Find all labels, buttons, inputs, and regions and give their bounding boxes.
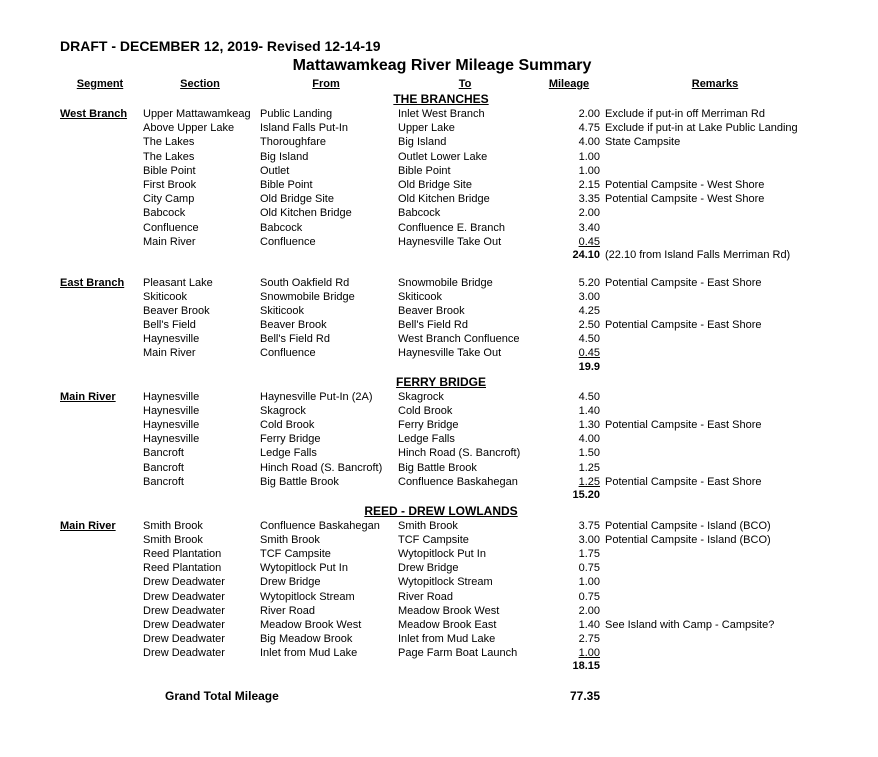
mileage-cell: 3.35 <box>578 193 600 206</box>
mileage-cell: 2.00 <box>578 207 600 220</box>
from-cell: Drew Bridge <box>260 576 321 589</box>
from-cell: Skagrock <box>260 405 306 418</box>
to-cell: Confluence E. Branch <box>398 221 506 234</box>
mileage-cell: 0.75 <box>578 562 600 575</box>
grand-total-label: Grand Total Mileage <box>165 689 279 703</box>
section-cell: Haynesville <box>143 433 200 446</box>
table-row <box>0 178 878 192</box>
from-cell: Hinch Road (S. Bancroft) <box>260 461 383 474</box>
table-row <box>0 461 878 475</box>
table-row <box>0 206 878 220</box>
from-cell: Bible Point <box>260 179 313 191</box>
to-cell: Skagrock <box>398 391 444 403</box>
header-remarks: Remarks <box>691 78 739 90</box>
from-cell: Cold Brook <box>260 419 315 432</box>
table-row <box>0 646 878 660</box>
header-from: From <box>312 78 340 90</box>
remarks-cell: State Campsite <box>605 136 681 149</box>
from-cell: Wytopitlock Put In <box>260 562 348 575</box>
section-cell: Bancroft <box>143 461 184 474</box>
section-cell: Confluence <box>143 221 199 234</box>
table-row <box>0 404 878 418</box>
table-row <box>0 164 878 178</box>
mileage-cell: 3.00 <box>578 291 600 303</box>
table-row <box>0 135 878 149</box>
from-cell: Snowmobile Bridge <box>260 291 355 303</box>
table-row <box>0 519 878 533</box>
draft-line: DRAFT - DECEMBER 12, 2019- Revised 12-14-19 <box>60 38 381 54</box>
table-row <box>0 304 878 318</box>
section-cell: The Lakes <box>143 150 195 163</box>
section-cell: Main River <box>143 347 196 359</box>
section-cell: Drew Deadwater <box>143 618 225 631</box>
remarks-cell: Potential Campsite - East Shore <box>605 475 762 488</box>
section-cell: Bible Point <box>143 164 196 177</box>
to-cell: Inlet West Branch <box>398 108 485 120</box>
table-row <box>0 590 878 604</box>
section-cell: Haynesville <box>143 405 200 418</box>
table-row <box>0 618 878 632</box>
mileage-cell: 1.50 <box>578 447 600 460</box>
from-cell: TCF Campsite <box>260 548 331 561</box>
to-cell: Ferry Bridge <box>398 419 459 432</box>
table-row <box>0 604 878 618</box>
from-cell: Bell's Field Rd <box>260 333 330 345</box>
to-cell: West Branch Confluence <box>398 333 520 345</box>
section-cell: Pleasant Lake <box>143 277 213 289</box>
section-cell: Drew Deadwater <box>143 604 225 617</box>
table-row <box>0 547 878 561</box>
subhead-reed-drew-lowlands: REED - DREW LOWLANDS <box>364 504 518 518</box>
mileage-cell: 4.50 <box>578 333 600 345</box>
from-cell: Ferry Bridge <box>260 433 321 446</box>
to-cell: Snowmobile Bridge <box>398 277 493 289</box>
from-cell: South Oakfield Rd <box>260 277 350 289</box>
mileage-cell: 2.15 <box>578 179 600 191</box>
section-cell: Reed Plantation <box>143 562 222 575</box>
mileage-cell: 3.40 <box>578 221 600 234</box>
from-cell: Old Kitchen Bridge <box>260 207 352 220</box>
remarks-cell: Exclude if put-in at Lake Public Landing <box>605 122 798 135</box>
to-cell: Meadow Brook West <box>398 604 500 617</box>
section-cell: Skiticook <box>143 291 188 303</box>
segment-total: 18.15 <box>572 660 600 672</box>
mileage-cell: 0.75 <box>578 590 600 603</box>
segment-label: East Branch <box>60 277 125 289</box>
header-mileage: Mileage <box>548 78 590 90</box>
mileage-cell: 2.50 <box>578 319 600 331</box>
section-cell: Upper Mattawamkeag <box>143 108 251 120</box>
table-row <box>0 121 878 135</box>
to-cell: Haynesville Take Out <box>398 235 502 248</box>
to-cell: Big Island <box>398 136 447 149</box>
mileage-cell: 4.75 <box>578 122 600 135</box>
table-row <box>0 418 878 432</box>
to-cell: Confluence Baskahegan <box>398 475 518 488</box>
table-row <box>0 221 878 235</box>
section-cell: First Brook <box>143 179 197 191</box>
mileage-cell: 1.25 <box>578 461 600 474</box>
table-row <box>0 446 878 460</box>
mileage-cell: 4.50 <box>578 391 600 403</box>
segment-label: Main River <box>60 520 116 532</box>
section-cell: Drew Deadwater <box>143 632 225 645</box>
to-cell: Bell's Field Rd <box>398 319 468 331</box>
table-row <box>0 475 878 489</box>
section-cell: Haynesville <box>143 419 200 432</box>
to-cell: Page Farm Boat Launch <box>398 646 518 659</box>
table-row <box>0 632 878 646</box>
from-cell: River Road <box>260 604 316 617</box>
from-cell: Wytopitlock Stream <box>260 590 355 603</box>
section-cell: Bancroft <box>143 475 184 488</box>
to-cell: Babcock <box>398 207 441 220</box>
section-cell: Drew Deadwater <box>143 590 225 603</box>
mileage-cell: 4.00 <box>578 433 600 446</box>
to-cell: Old Bridge Site <box>398 179 472 191</box>
from-cell: Smith Brook <box>260 534 320 547</box>
section-cell: Beaver Brook <box>143 305 210 317</box>
from-cell: Island Falls Put-In <box>260 122 349 135</box>
section-cell: Babcock <box>143 207 186 220</box>
remarks-cell: Potential Campsite - West Shore <box>605 193 765 206</box>
table-row <box>0 575 878 589</box>
from-cell: Old Bridge Site <box>260 193 334 206</box>
to-cell: Smith Brook <box>398 520 458 532</box>
from-cell: Skiticook <box>260 305 305 317</box>
header-segment: Segment <box>76 78 124 90</box>
table-row <box>0 290 878 304</box>
remarks-cell: Potential Campsite - Island (BCO) <box>605 520 771 532</box>
mileage-cell: 1.30 <box>578 419 600 432</box>
remarks-cell: Potential Campsite - West Shore <box>605 179 765 191</box>
to-cell: Wytopitlock Stream <box>398 576 493 589</box>
to-cell: Old Kitchen Bridge <box>398 193 490 206</box>
to-cell: Bible Point <box>398 164 451 177</box>
remarks-cell: See Island with Camp - Campsite? <box>605 618 775 631</box>
from-cell: Big Battle Brook <box>260 475 339 488</box>
header-section: Section <box>180 78 220 90</box>
segment-label: Main River <box>60 391 116 403</box>
segment-label: West Branch <box>60 108 128 120</box>
mileage-cell: 3.75 <box>578 520 600 532</box>
from-cell: Confluence Baskahegan <box>260 520 380 532</box>
mileage-cell: 1.40 <box>578 618 600 631</box>
mileage-cell: 4.00 <box>578 136 600 149</box>
to-cell: Hinch Road (S. Bancroft) <box>398 447 521 460</box>
from-cell: Thoroughfare <box>260 136 327 149</box>
section-cell: Haynesville <box>143 333 200 345</box>
mileage-cell: 1.75 <box>578 548 600 561</box>
from-cell: Babcock <box>260 221 303 234</box>
section-cell: Smith Brook <box>143 534 203 547</box>
mileage-cell: 1.00 <box>578 164 600 177</box>
segment-total-note: (22.10 from Island Falls Merriman Rd) <box>605 249 791 261</box>
remarks-cell: Exclude if put-in off Merriman Rd <box>605 108 765 120</box>
to-cell: Big Battle Brook <box>398 461 477 474</box>
subhead-the-branches: THE BRANCHES <box>393 92 489 106</box>
mileage-cell: 1.25 <box>578 475 600 488</box>
to-cell: Cold Brook <box>398 405 453 418</box>
table-row <box>0 533 878 547</box>
table-row <box>0 561 878 575</box>
from-cell: Confluence <box>260 235 316 248</box>
to-cell: Beaver Brook <box>398 305 465 317</box>
section-cell: Bell's Field <box>143 319 196 331</box>
subhead-ferry-bridge: FERRY BRIDGE <box>395 375 486 389</box>
mileage-cell: 1.00 <box>578 646 600 659</box>
to-cell: Outlet Lower Lake <box>398 150 488 163</box>
mileage-cell: 4.25 <box>578 305 600 317</box>
mileage-cell: 5.20 <box>578 277 600 289</box>
from-cell: Inlet from Mud Lake <box>260 646 358 659</box>
mileage-cell: 2.00 <box>578 108 600 120</box>
remarks-cell: Potential Campsite - East Shore <box>605 277 762 289</box>
section-cell: Main River <box>143 235 196 248</box>
from-cell: Ledge Falls <box>260 447 317 460</box>
section-cell: Reed Plantation <box>143 548 222 561</box>
section-cell: City Camp <box>143 193 195 206</box>
from-cell: Public Landing <box>260 108 333 120</box>
from-cell: Confluence <box>260 347 316 359</box>
document-title: Mattawamkeag River Mileage Summary <box>292 57 592 74</box>
grand-total-value: 77.35 <box>569 689 600 703</box>
to-cell: Skiticook <box>398 291 443 303</box>
to-cell: Haynesville Take Out <box>398 347 502 359</box>
to-cell: Upper Lake <box>398 122 455 135</box>
mileage-cell: 3.00 <box>578 534 600 547</box>
mileage-cell: 0.45 <box>578 347 600 359</box>
remarks-cell: Potential Campsite - East Shore <box>605 419 762 432</box>
table-row <box>0 192 878 206</box>
segment-total: 24.10 <box>572 249 600 261</box>
from-cell: Haynesville Put-In (2A) <box>260 391 373 403</box>
mileage-cell: 2.75 <box>578 632 600 645</box>
to-cell: Inlet from Mud Lake <box>398 632 496 645</box>
table-row <box>0 432 878 446</box>
from-cell: Meadow Brook West <box>260 618 362 631</box>
section-cell: Haynesville <box>143 391 200 403</box>
from-cell: Big Island <box>260 150 309 163</box>
section-cell: Drew Deadwater <box>143 646 225 659</box>
section-cell: Smith Brook <box>143 520 203 532</box>
to-cell: Ledge Falls <box>398 433 455 446</box>
to-cell: Drew Bridge <box>398 562 459 575</box>
section-cell: Above Upper Lake <box>143 122 235 135</box>
table-row <box>0 318 878 332</box>
from-cell: Beaver Brook <box>260 319 327 331</box>
table-row <box>0 150 878 164</box>
mileage-cell: 1.40 <box>578 405 600 418</box>
section-cell: Drew Deadwater <box>143 576 225 589</box>
mileage-cell: 0.45 <box>578 235 600 248</box>
from-cell: Big Meadow Brook <box>260 632 353 645</box>
header-to: To <box>458 78 472 90</box>
remarks-cell: Potential Campsite - East Shore <box>605 319 762 331</box>
to-cell: Wytopitlock Put In <box>398 548 486 561</box>
from-cell: Outlet <box>260 164 290 177</box>
table-row <box>0 332 878 346</box>
table-row <box>0 235 878 249</box>
segment-total: 15.20 <box>572 489 600 501</box>
section-cell: Bancroft <box>143 447 184 460</box>
segment-total: 19.9 <box>578 361 600 373</box>
remarks-cell: Potential Campsite - Island (BCO) <box>605 534 771 547</box>
to-cell: River Road <box>398 590 454 603</box>
table-row <box>0 346 878 360</box>
mileage-cell: 2.00 <box>578 604 600 617</box>
table-row <box>0 107 878 121</box>
section-cell: The Lakes <box>143 136 195 149</box>
mileage-cell: 1.00 <box>578 150 600 163</box>
mileage-cell: 1.00 <box>578 576 600 589</box>
table-row <box>0 390 878 404</box>
to-cell: TCF Campsite <box>398 534 469 547</box>
table-row <box>0 276 878 290</box>
to-cell: Meadow Brook East <box>398 618 497 631</box>
